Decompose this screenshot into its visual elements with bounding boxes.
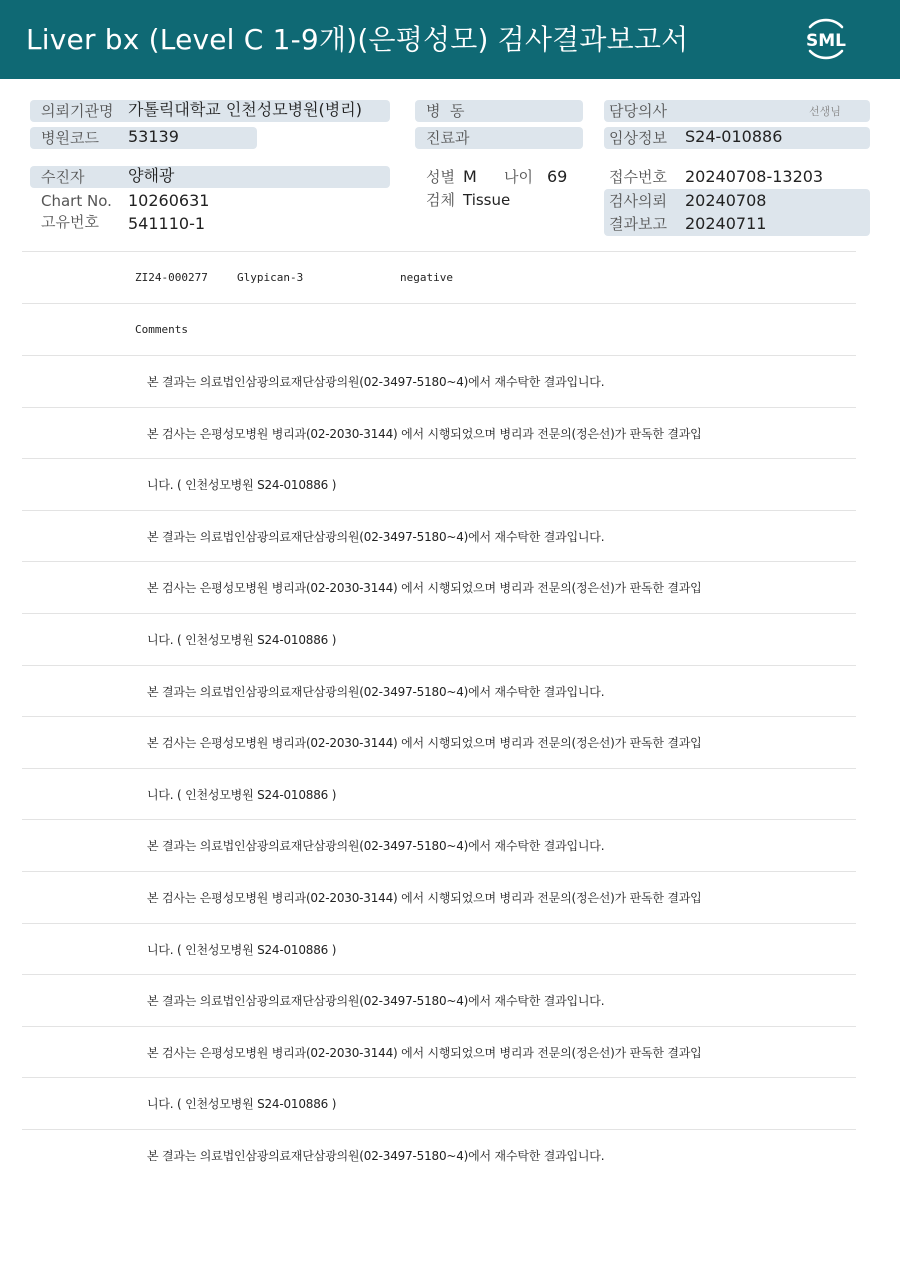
note-row	[22, 613, 856, 665]
doctor-suffix: 선생님	[809, 105, 841, 118]
comments-label: Comments	[135, 323, 188, 336]
request-date-value: 20240708	[685, 191, 767, 210]
report-date-label: 결과보고	[609, 215, 667, 233]
specimen-label: 검체	[426, 191, 455, 209]
patient-label: 수진자	[41, 168, 85, 186]
note-row	[22, 1129, 856, 1181]
request-date-label: 검사의뢰	[609, 192, 667, 210]
note-text: 니다. ( 인천성모병원 S24-010886 )	[147, 787, 337, 802]
patient-value: 양해광	[128, 166, 175, 185]
note-row	[22, 871, 856, 923]
institution-value: 가톨릭대학교 인천성모병원(병리)	[128, 100, 362, 119]
specimen-value: Tissue	[463, 191, 511, 209]
report-date-value: 20240711	[685, 214, 767, 233]
age-value: 69	[547, 167, 568, 186]
note-row	[22, 355, 856, 407]
note-text: 니다. ( 인천성모병원 S24-010886 )	[147, 633, 337, 647]
note-text: 니다. ( 인천성모병원 S24-010886 )	[147, 942, 337, 957]
receipt-no-value: 20240708-13203	[685, 167, 824, 186]
note-row	[22, 1026, 856, 1078]
note-row	[22, 716, 856, 768]
result-test-name: Glypican-3	[237, 271, 304, 284]
note-row	[22, 974, 856, 1026]
note-text: 본 검사는 은평성모병원 병리과(02-2030-3144) 에서 시행되었으며 병리과 전문의(정은선)가 판독한 결과입	[147, 1045, 702, 1060]
unique-no-label: 고유번호	[41, 213, 99, 231]
report-header	[0, 0, 900, 79]
chart-no-value: 10260631	[128, 191, 210, 210]
note-row	[22, 665, 856, 717]
comments-row	[22, 303, 856, 355]
report-title: Liver bx (Level C 1-9개)(은평성모) 검사결과보고서	[26, 23, 689, 56]
note-text: 니다. ( 인천성모병원 S24-010886 )	[147, 478, 337, 493]
note-text: 니다. ( 인천성모병원 S24-010886 )	[147, 1097, 337, 1112]
hospital-code-label: 병원코드	[41, 129, 99, 147]
result-row	[22, 251, 856, 303]
result-code: ZI24-000277	[135, 271, 208, 284]
receipt-no-label: 접수번호	[609, 168, 667, 186]
note-row	[22, 561, 856, 613]
age-label: 나이	[504, 168, 533, 186]
result-value: negative	[400, 271, 453, 284]
end-rule	[22, 1181, 856, 1182]
note-text: 본 결과는 의료법인삼광의료재단삼광의원(02-3497-5180~4)에서 재수탁한 결과입니다.	[147, 1149, 605, 1163]
department-label: 진료과	[426, 129, 470, 147]
note-row	[22, 458, 856, 510]
note-text: 본 검사는 은평성모병원 병리과(02-2030-3144) 에서 시행되었으며 병리과 전문의(정은선)가 판독한 결과입	[147, 581, 702, 596]
note-row	[22, 510, 856, 562]
note-text: 본 검사는 은평성모병원 병리과(02-2030-3144) 에서 시행되었으며 병리과 전문의(정은선)가 판독한 결과입	[147, 891, 702, 905]
note-row	[22, 407, 856, 459]
unique-no-value: 541110-1	[128, 214, 206, 233]
sex-label: 성별	[426, 168, 455, 186]
clinical-info-value: S24-010886	[685, 127, 783, 146]
note-text: 본 결과는 의료법인삼광의료재단삼광의원(02-3497-5180~4)에서 재수탁한 결과입니다.	[147, 994, 605, 1009]
note-row	[22, 768, 856, 820]
clinical-info-label: 임상정보	[609, 129, 667, 147]
hospital-code-value: 53139	[128, 127, 179, 146]
note-text: 본 결과는 의료법인삼광의료재단삼광의원(02-3497-5180~4)에서 재수탁한 결과입니다.	[147, 529, 605, 544]
note-text: 본 결과는 의료법인삼광의료재단삼광의원(02-3497-5180~4)에서 재수탁한 결과입니다.	[147, 684, 605, 699]
chart-no-label: Chart No.	[41, 192, 112, 210]
note-text: 본 결과는 의료법인삼광의료재단삼광의원(02-3497-5180~4)에서 재수탁한 결과입니다.	[147, 839, 605, 854]
sml-logo-icon	[800, 13, 852, 65]
note-row	[22, 923, 856, 975]
note-row	[22, 1077, 856, 1129]
institution-label: 의뢰기관명	[41, 102, 114, 120]
note-text: 본 결과는 의료법인삼광의료재단삼광의원(02-3497-5180~4)에서 재수탁한 결과입니다.	[147, 375, 605, 389]
sex-value: M	[463, 167, 477, 186]
note-row	[22, 819, 856, 871]
note-text: 본 검사는 은평성모병원 병리과(02-2030-3144) 에서 시행되었으며 병리과 전문의(정은선)가 판독한 결과입	[147, 736, 702, 751]
ward-label: 병 동	[426, 102, 465, 120]
note-text: 본 검사는 은평성모병원 병리과(02-2030-3144) 에서 시행되었으며 병리과 전문의(정은선)가 판독한 결과입	[147, 426, 702, 441]
doctor-label: 담당의사	[609, 102, 667, 120]
logo-text: SML	[806, 31, 846, 51]
